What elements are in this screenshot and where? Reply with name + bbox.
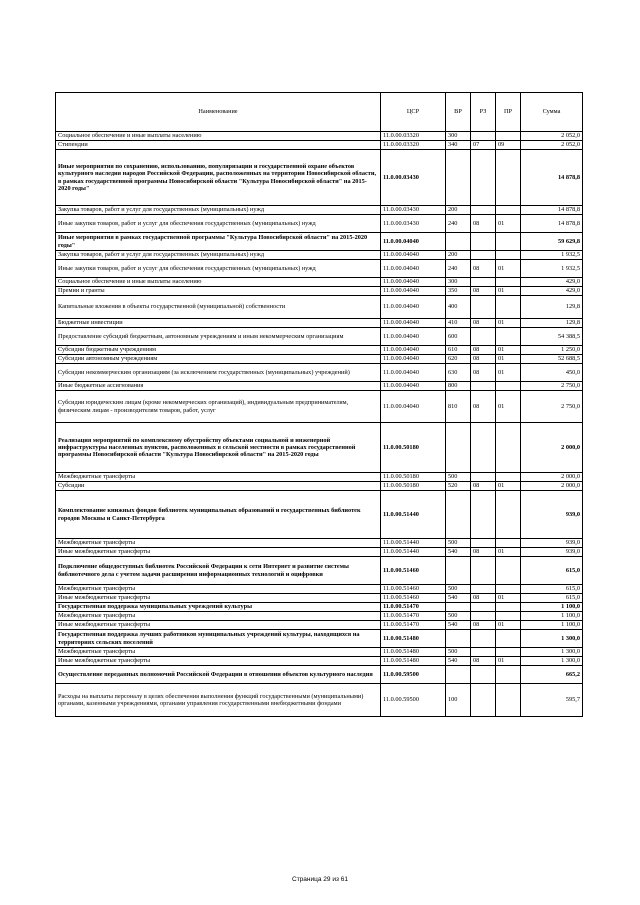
row-name: Предоставление субсидий бюджетным, автономным учреждениям и иным некоммерческим организациям — [56, 328, 381, 346]
table-row — [56, 260, 583, 278]
row-vr: 300 — [446, 132, 471, 141]
row-rz: 07 — [471, 141, 496, 150]
row-sum: 1 300,0 — [521, 657, 583, 666]
row-csr: 11.0.00.04040 — [381, 382, 446, 391]
table-row — [56, 423, 583, 473]
row-vr: 620 — [446, 355, 471, 364]
row-csr: 11.0.00.51440 — [381, 539, 446, 548]
row-name: Расходы на выплаты персоналу в целях обеспечения выполнения функций государственными (муниципальными) органами, казенными учреждениями, органами управления государственными внебюджетными фондами — [56, 684, 381, 717]
row-sum: 615,0 — [521, 594, 583, 603]
row-csr: 11.0.00.51460 — [381, 594, 446, 603]
table-row — [56, 382, 583, 391]
row-rz: 08 — [471, 355, 496, 364]
row-vr: 540 — [446, 657, 471, 666]
row-sum: 14 878,8 — [521, 206, 583, 215]
row-sum: 129,8 — [521, 296, 583, 319]
row-name: Комплектование книжных фондов библиотек муниципальных образований и государственных библиотек городов Москвы и Санкт-Петербурга — [56, 491, 381, 539]
row-sum: 14 878,8 — [521, 215, 583, 233]
row-csr: 11.0.00.04040 — [381, 319, 446, 328]
row-pr — [496, 585, 521, 594]
table-row — [56, 391, 583, 423]
row-csr: 11.0.00.04040 — [381, 251, 446, 260]
table-row — [56, 150, 583, 206]
row-csr: 11.0.00.50180 — [381, 482, 446, 491]
row-pr — [496, 648, 521, 657]
table-row — [56, 132, 583, 141]
row-sum: 1 932,5 — [521, 251, 583, 260]
row-rz — [471, 296, 496, 319]
row-pr — [496, 612, 521, 621]
row-rz: 08 — [471, 657, 496, 666]
row-vr: 520 — [446, 482, 471, 491]
row-rz — [471, 328, 496, 346]
header-name: Наименование — [56, 93, 381, 132]
row-rz: 08 — [471, 260, 496, 278]
row-name: Межбюджетные трансферты — [56, 648, 381, 657]
table-row — [56, 141, 583, 150]
row-csr: 11.0.00.50180 — [381, 473, 446, 482]
row-rz — [471, 423, 496, 473]
row-name: Иные межбюджетные трансферты — [56, 657, 381, 666]
row-rz — [471, 233, 496, 251]
row-vr: 500 — [446, 585, 471, 594]
row-name: Подключение общедоступных библиотек Российской Федерации к сети Интернет и развитие системы библиотечного дела с учетом задачи расширения информационных технологий и оцифровки — [56, 557, 381, 585]
table-header-row — [56, 93, 583, 132]
row-pr: 01 — [496, 355, 521, 364]
row-csr: 11.0.00.51460 — [381, 557, 446, 585]
row-csr: 11.0.00.04040 — [381, 391, 446, 423]
row-rz — [471, 557, 496, 585]
row-rz — [471, 630, 496, 648]
row-vr: 500 — [446, 473, 471, 482]
row-name: Субсидии некоммерческим организациям (за исключением государственных (муниципальных) учреждений) — [56, 364, 381, 382]
table-row — [56, 648, 583, 657]
table-row — [56, 319, 583, 328]
row-name: Иные межбюджетные трансферты — [56, 548, 381, 557]
row-csr: 11.0.00.51480 — [381, 648, 446, 657]
row-rz — [471, 491, 496, 539]
row-sum: 615,0 — [521, 557, 583, 585]
row-vr: 540 — [446, 621, 471, 630]
table-row — [56, 473, 583, 482]
row-name: Межбюджетные трансферты — [56, 473, 381, 482]
row-csr: 11.0.00.51480 — [381, 630, 446, 648]
row-rz: 08 — [471, 594, 496, 603]
row-rz: 08 — [471, 215, 496, 233]
row-pr — [496, 233, 521, 251]
row-name: Иные закупки товаров, работ и услуг для обеспечения государственных (муниципальных) нужд — [56, 215, 381, 233]
row-name: Стипендии — [56, 141, 381, 150]
row-vr: 800 — [446, 382, 471, 391]
row-vr — [446, 557, 471, 585]
row-csr: 11.0.00.03430 — [381, 206, 446, 215]
row-name: Капитальные вложения в объекты государственной (муниципальной) собственности — [56, 296, 381, 319]
row-rz: 08 — [471, 482, 496, 491]
row-vr: 500 — [446, 648, 471, 657]
row-name: Иные межбюджетные трансферты — [56, 621, 381, 630]
row-rz — [471, 603, 496, 612]
row-vr: 610 — [446, 346, 471, 355]
table-row — [56, 621, 583, 630]
row-pr — [496, 630, 521, 648]
row-pr: 09 — [496, 141, 521, 150]
row-name: Межбюджетные трансферты — [56, 612, 381, 621]
row-sum: 615,0 — [521, 585, 583, 594]
header-sum: Сумма — [521, 93, 583, 132]
row-pr: 01 — [496, 364, 521, 382]
row-csr: 11.0.00.50180 — [381, 423, 446, 473]
row-rz — [471, 585, 496, 594]
row-sum: 429,0 — [521, 287, 583, 296]
row-name: Бюджетные инвестиции — [56, 319, 381, 328]
row-sum: 2 750,0 — [521, 382, 583, 391]
page-number: Страница 29 из 61 — [292, 876, 348, 883]
row-name: Иные закупки товаров, работ и услуг для обеспечения государственных (муниципальных) нужд — [56, 260, 381, 278]
row-sum: 939,0 — [521, 539, 583, 548]
budget-table — [55, 92, 583, 717]
row-csr: 11.0.00.51480 — [381, 657, 446, 666]
row-pr — [496, 382, 521, 391]
row-vr — [446, 603, 471, 612]
table-row — [56, 666, 583, 684]
row-sum: 2 052,0 — [521, 141, 583, 150]
table-row — [56, 296, 583, 319]
row-sum: 2 052,0 — [521, 132, 583, 141]
row-name: Социальное обеспечение и иные выплаты населению — [56, 132, 381, 141]
header-vr: ВР — [446, 93, 471, 132]
row-sum: 1 300,0 — [521, 630, 583, 648]
row-vr: 810 — [446, 391, 471, 423]
table-row — [56, 364, 583, 382]
row-pr — [496, 206, 521, 215]
table-row — [56, 491, 583, 539]
row-vr — [446, 233, 471, 251]
row-vr: 240 — [446, 215, 471, 233]
row-pr: 01 — [496, 621, 521, 630]
row-rz: 08 — [471, 346, 496, 355]
row-sum: 450,0 — [521, 364, 583, 382]
row-rz: 08 — [471, 391, 496, 423]
row-sum: 2 750,0 — [521, 391, 583, 423]
row-csr: 11.0.00.03320 — [381, 141, 446, 150]
row-rz — [471, 278, 496, 287]
row-rz — [471, 612, 496, 621]
row-pr — [496, 684, 521, 717]
row-pr: 01 — [496, 260, 521, 278]
table-row — [56, 557, 583, 585]
table-row — [56, 206, 583, 215]
row-rz — [471, 648, 496, 657]
row-vr: 200 — [446, 206, 471, 215]
row-rz: 08 — [471, 621, 496, 630]
row-rz — [471, 150, 496, 206]
row-csr: 11.0.00.51470 — [381, 612, 446, 621]
row-vr: 200 — [446, 251, 471, 260]
row-vr: 630 — [446, 364, 471, 382]
row-rz — [471, 251, 496, 260]
row-pr — [496, 539, 521, 548]
row-pr — [496, 278, 521, 287]
table-row — [56, 594, 583, 603]
row-rz — [471, 473, 496, 482]
row-vr: 300 — [446, 278, 471, 287]
row-vr: 600 — [446, 328, 471, 346]
table-row — [56, 278, 583, 287]
row-rz — [471, 206, 496, 215]
row-pr: 01 — [496, 319, 521, 328]
table-row — [56, 657, 583, 666]
row-sum: 939,0 — [521, 491, 583, 539]
row-rz — [471, 684, 496, 717]
row-name: Субсидии юридическим лицам (кроме некоммерческих организаций), индивидуальным предпринимателям, физическим лицам - производителям товаров, работ, услуг — [56, 391, 381, 423]
row-name: Осуществление переданных полномочий Российской Федерации в отношении объектов культурного наследия — [56, 666, 381, 684]
row-vr — [446, 423, 471, 473]
row-rz: 08 — [471, 287, 496, 296]
row-csr: 11.0.00.04040 — [381, 260, 446, 278]
row-vr — [446, 666, 471, 684]
table-row — [56, 355, 583, 364]
row-csr: 11.0.00.03320 — [381, 132, 446, 141]
row-pr — [496, 423, 521, 473]
row-pr — [496, 666, 521, 684]
row-pr — [496, 251, 521, 260]
row-sum: 1 100,0 — [521, 603, 583, 612]
row-pr: 01 — [496, 548, 521, 557]
row-csr: 11.0.00.51470 — [381, 621, 446, 630]
row-rz: 08 — [471, 548, 496, 557]
row-name: Премии и гранты — [56, 287, 381, 296]
row-sum: 2 000,0 — [521, 482, 583, 491]
row-vr — [446, 630, 471, 648]
row-csr: 11.0.00.59500 — [381, 666, 446, 684]
row-vr — [446, 491, 471, 539]
row-csr: 11.0.00.51460 — [381, 585, 446, 594]
row-sum: 59 629,8 — [521, 233, 583, 251]
row-pr: 01 — [496, 657, 521, 666]
row-name: Государственная поддержка лучших работников муниципальных учреждений культуры, находящихся на территориях сельских поселений — [56, 630, 381, 648]
row-vr: 240 — [446, 260, 471, 278]
row-sum: 1 300,0 — [521, 648, 583, 657]
row-vr: 540 — [446, 548, 471, 557]
row-name: Субсидии — [56, 482, 381, 491]
row-pr — [496, 491, 521, 539]
table-row — [56, 585, 583, 594]
row-pr — [496, 296, 521, 319]
row-rz: 08 — [471, 319, 496, 328]
row-vr: 540 — [446, 594, 471, 603]
row-name: Субсидии бюджетным учреждениям — [56, 346, 381, 355]
row-sum: 52 688,5 — [521, 355, 583, 364]
row-rz — [471, 382, 496, 391]
table-row — [56, 328, 583, 346]
row-rz — [471, 539, 496, 548]
header-rz: РЗ — [471, 93, 496, 132]
table-row — [56, 287, 583, 296]
table-row — [56, 233, 583, 251]
row-csr: 11.0.00.51440 — [381, 548, 446, 557]
row-csr: 11.0.00.04040 — [381, 346, 446, 355]
row-vr — [446, 150, 471, 206]
row-pr — [496, 603, 521, 612]
row-csr: 11.0.00.04040 — [381, 287, 446, 296]
row-name: Реализация мероприятий по комплексному обустройству объектами социальной и инженерной инфраструктуры населенных пунктов, расположенных в сельской местности в рамках государственной программы Новосибирской области "Культура Новосибирской области" на 2015-2020 годы — [56, 423, 381, 473]
row-sum: 54 388,5 — [521, 328, 583, 346]
table-row — [56, 630, 583, 648]
row-pr — [496, 150, 521, 206]
table-row — [56, 603, 583, 612]
row-sum: 1 100,0 — [521, 621, 583, 630]
table-row — [56, 684, 583, 717]
header-csr: ЦСР — [381, 93, 446, 132]
row-rz — [471, 132, 496, 141]
row-vr: 400 — [446, 296, 471, 319]
row-sum: 939,0 — [521, 548, 583, 557]
row-sum: 595,7 — [521, 684, 583, 717]
row-name: Межбюджетные трансферты — [56, 585, 381, 594]
row-sum: 1 932,5 — [521, 260, 583, 278]
row-pr — [496, 328, 521, 346]
row-csr: 11.0.00.04040 — [381, 296, 446, 319]
row-sum: 14 878,8 — [521, 150, 583, 206]
table-row — [56, 215, 583, 233]
row-name: Государственная поддержка муниципальных учреждений культуры — [56, 603, 381, 612]
row-csr: 11.0.00.04040 — [381, 355, 446, 364]
row-csr: 11.0.00.03430 — [381, 150, 446, 206]
row-csr: 11.0.00.51470 — [381, 603, 446, 612]
table-row — [56, 539, 583, 548]
table-row — [56, 251, 583, 260]
row-csr: 11.0.00.59500 — [381, 684, 446, 717]
row-sum: 665,2 — [521, 666, 583, 684]
row-name: Иные бюджетные ассигнования — [56, 382, 381, 391]
row-sum: 1 250,0 — [521, 346, 583, 355]
row-pr — [496, 132, 521, 141]
row-sum: 429,0 — [521, 278, 583, 287]
row-vr: 410 — [446, 319, 471, 328]
row-name: Закупка товаров, работ и услуг для государственных (муниципальных) нужд — [56, 206, 381, 215]
row-vr: 100 — [446, 684, 471, 717]
row-pr: 01 — [496, 391, 521, 423]
row-name: Иные межбюджетные трансферты — [56, 594, 381, 603]
row-pr: 01 — [496, 594, 521, 603]
row-name: Закупка товаров, работ и услуг для государственных (муниципальных) нужд — [56, 251, 381, 260]
row-csr: 11.0.00.04040 — [381, 278, 446, 287]
row-rz: 08 — [471, 364, 496, 382]
row-name: Субсидии автономным учреждениям — [56, 355, 381, 364]
row-vr: 350 — [446, 287, 471, 296]
row-name: Социальное обеспечение и иные выплаты населению — [56, 278, 381, 287]
row-vr: 340 — [446, 141, 471, 150]
row-rz — [471, 666, 496, 684]
row-pr: 01 — [496, 287, 521, 296]
row-csr: 11.0.00.04040 — [381, 328, 446, 346]
header-pr: ПР — [496, 93, 521, 132]
row-sum: 2 000,0 — [521, 423, 583, 473]
row-pr — [496, 557, 521, 585]
row-name: Иные мероприятия по сохранению, использованию, популяризации и государственной охране объектов культурного наследия народов Российской Федерации, расположенных на территории Новосибирской области, в рамках государственной программы Новосибирской области "Культура Новосибирской области" на 2015-2020 годы" — [56, 150, 381, 206]
table-row — [56, 548, 583, 557]
table-row — [56, 346, 583, 355]
row-sum: 129,8 — [521, 319, 583, 328]
row-name: Межбюджетные трансферты — [56, 539, 381, 548]
row-pr: 01 — [496, 346, 521, 355]
row-vr: 500 — [446, 539, 471, 548]
row-sum: 1 100,0 — [521, 612, 583, 621]
row-name: Иные мероприятия в рамках государственной программы "Культура Новосибирской области" на 2015-2020 годы" — [56, 233, 381, 251]
row-pr: 01 — [496, 215, 521, 233]
row-sum: 2 000,0 — [521, 473, 583, 482]
table-row — [56, 612, 583, 621]
row-csr: 11.0.00.03430 — [381, 215, 446, 233]
table-row — [56, 482, 583, 491]
table-body — [56, 132, 583, 717]
row-vr: 500 — [446, 612, 471, 621]
row-csr: 11.0.00.51440 — [381, 491, 446, 539]
row-csr: 11.0.00.04040 — [381, 233, 446, 251]
row-pr: 01 — [496, 482, 521, 491]
row-csr: 11.0.00.04040 — [381, 364, 446, 382]
row-pr — [496, 473, 521, 482]
